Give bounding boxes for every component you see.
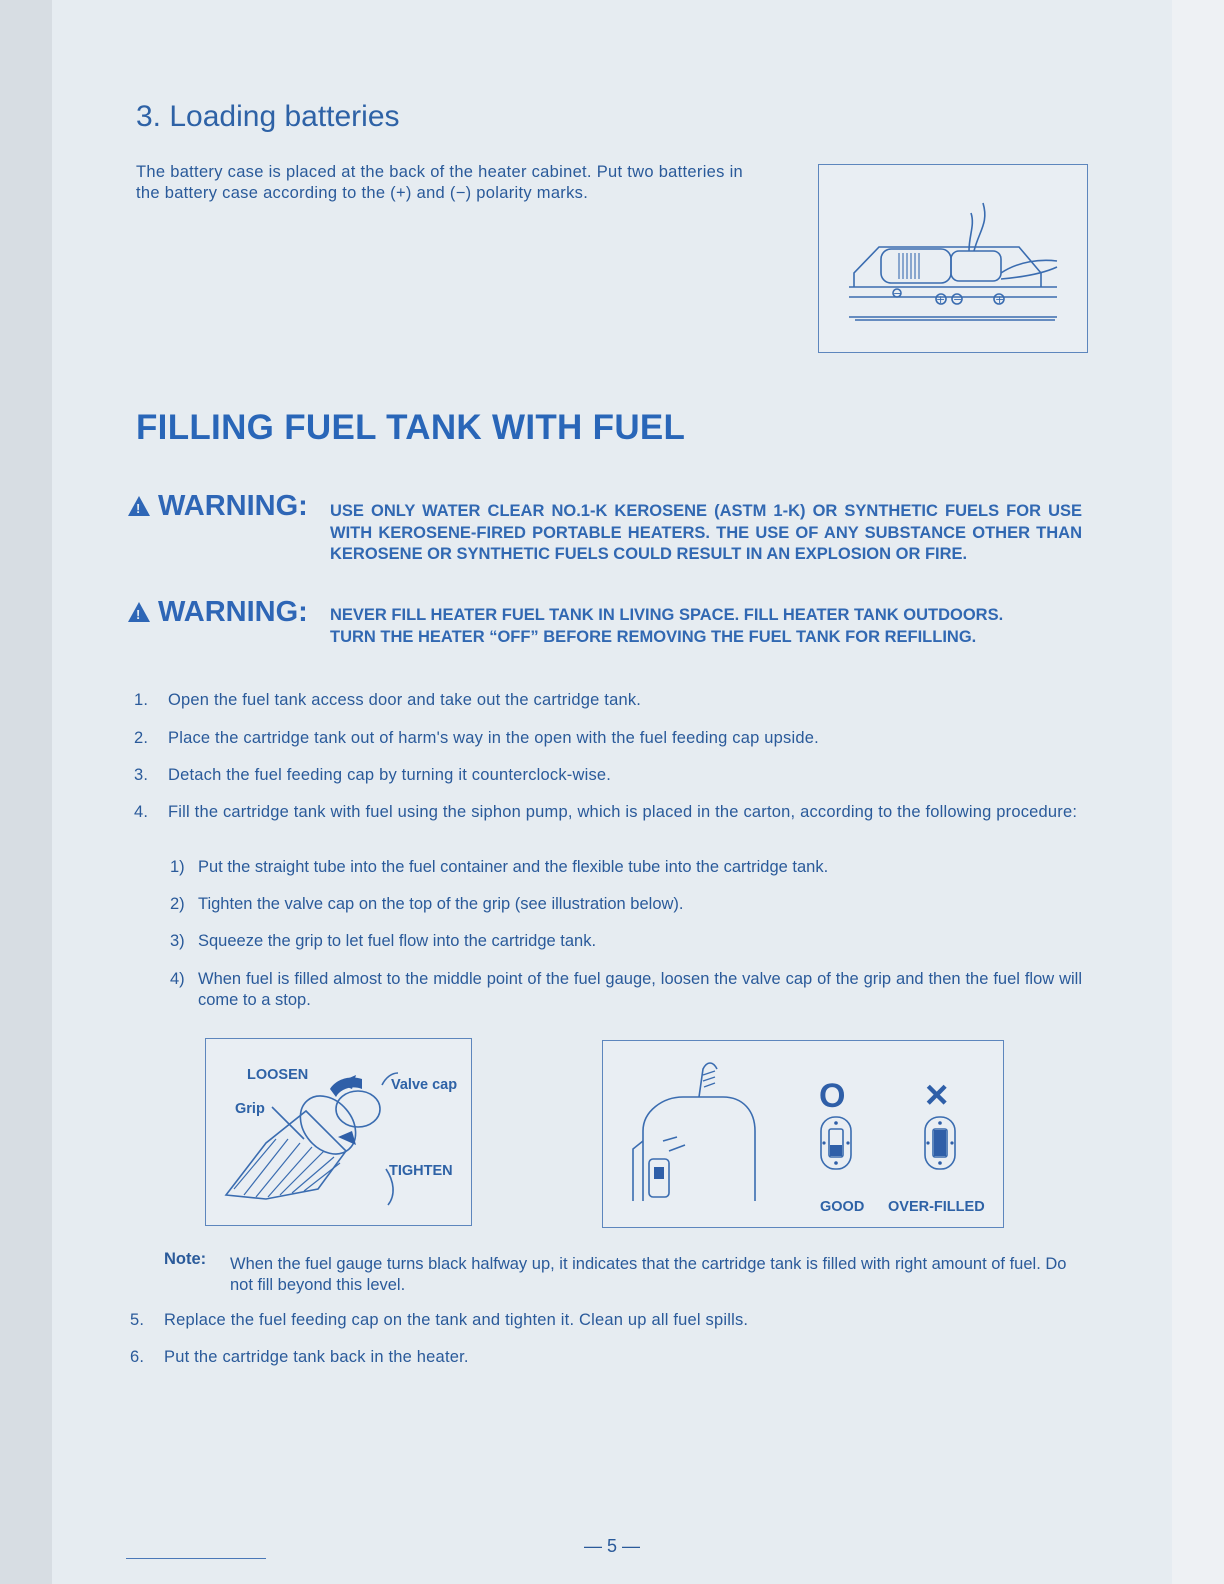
note-label: Note: bbox=[164, 1250, 207, 1268]
battery-instructions: The battery case is placed at the back of the heater cabinet. Put two batteries in the battery case according to the (+) and (−) polarity marks. bbox=[136, 163, 744, 202]
fuel-gauge-illustration bbox=[602, 1040, 1004, 1228]
svg-text:−: − bbox=[953, 293, 963, 306]
over-filled-label: OVER-FILLED bbox=[888, 1199, 985, 1215]
battery-case-drawing bbox=[819, 165, 1087, 352]
note-text: When the fuel gauge turns black halfway up, it indicates that the cartridge tank is filled with right amount of fuel. Do not fill beyond this level. bbox=[230, 1255, 1067, 1294]
svg-text:+: + bbox=[995, 293, 1005, 306]
loosen-label: LOOSEN bbox=[247, 1067, 309, 1083]
main-heading: FILLING FUEL TANK WITH FUEL bbox=[136, 408, 686, 447]
over-filled-mark-icon: × bbox=[925, 1073, 949, 1117]
warning-triangle-icon bbox=[128, 602, 150, 622]
grip-label: Grip bbox=[235, 1101, 265, 1117]
good-label: GOOD bbox=[820, 1199, 865, 1215]
section-title: 3. Loading batteries bbox=[136, 100, 400, 133]
bottom-rule bbox=[126, 1558, 266, 1559]
warning-text-1: USE ONLY WATER CLEAR NO.1-K KEROSENE (ASTM 1-K) OR SYNTHETIC FUELS FOR USE WITH KEROSENE-FIRED PORTABLE HEATERS. THE USE OF ANY SUBSTANCE OTHER THAN KEROSENE OR SYNTHETIC FUELS COULD RESULT IN AN EXPLOSION OR FIRE. bbox=[330, 502, 1082, 563]
siphon-grip-drawing bbox=[206, 1039, 471, 1225]
warning-label-2: !WARNING: bbox=[128, 596, 308, 629]
warning-text-2: NEVER FILL HEATER FUEL TANK IN LIVING SPACE. FILL HEATER TANK OUTDOORS. TURN THE HEATER “OFF” BEFORE REMOVING THE FUEL TANK FOR REFILLING. bbox=[330, 606, 1004, 646]
page-number: — 5 — bbox=[583, 1536, 640, 1556]
tighten-label: TIGHTEN bbox=[389, 1163, 453, 1179]
svg-text:−: − bbox=[893, 287, 903, 300]
good-mark-icon: O bbox=[819, 1077, 846, 1115]
siphon-grip-illustration bbox=[205, 1038, 472, 1226]
warning-triangle-icon bbox=[128, 496, 150, 516]
valve-cap-label: Valve cap bbox=[391, 1077, 458, 1093]
battery-illustration bbox=[818, 164, 1088, 353]
svg-text:+: + bbox=[936, 293, 946, 306]
warning-label-1: !WARNING: bbox=[128, 490, 308, 523]
